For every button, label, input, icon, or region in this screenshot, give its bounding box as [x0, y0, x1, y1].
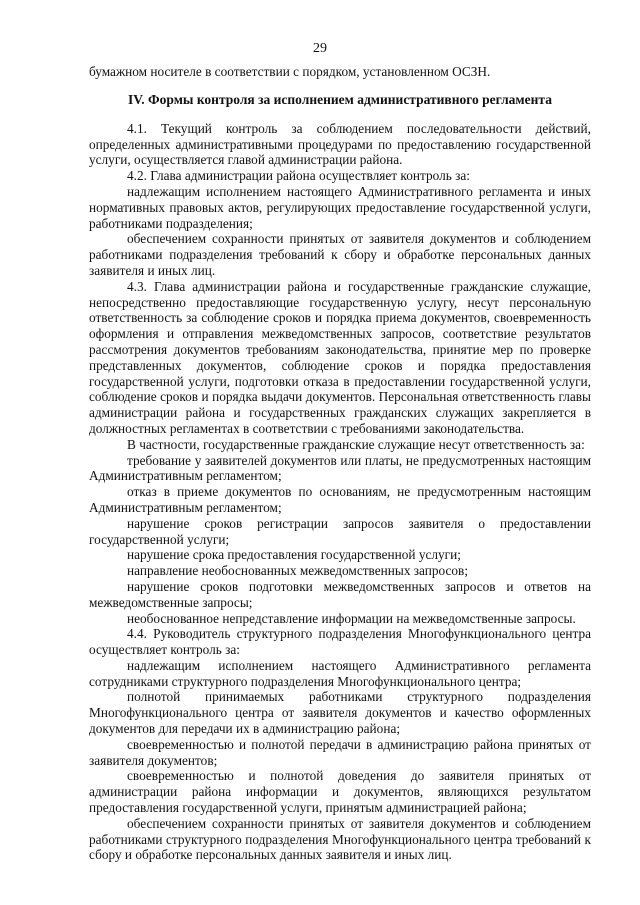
- paragraph: нарушение сроков регистрации запросов заявителя о предоставлении государственной услуги;: [89, 515, 591, 547]
- paragraph: 4.3. Глава администрации района и государственные гражданские служащие, непосредственно предоставляющие государственную услугу, несут персональную ответственность за соблюдение сроков и порядка приема документов, своевременность оформления и отправления межведомственных запросов, соответствие результатов рассмотрения документов требованиям законодательства, принятие мер по проверке представленных документов, соблюдение сроков и порядка предоставления государственной услуги, подготовки отказа в предоставлении государственной услуги, соблюдение сроков и порядка выдачи документов. Персональная ответственность главы администрации района и государственных гражданских служащих закрепляется в должностных регламентах в соответствии с требованиями законодательства.: [89, 278, 591, 436]
- paragraph: полнотой принимаемых работниками структурного подразделения Многофункционального центра от заявителя документов и качество оформленных документов для передачи их в администрацию района;: [89, 689, 591, 737]
- paragraph: 4.4. Руководитель структурного подразделения Многофункционального центра осуществляет контроль за:: [89, 626, 591, 658]
- page-number: 29: [313, 41, 327, 56]
- page-content: [89, 64, 591, 863]
- paragraph: своевременностью и полнотой передачи в администрацию района принятых от заявителя документов;: [89, 736, 591, 768]
- section-title: IV. Формы контроля за исполнением административного регламента: [128, 91, 552, 107]
- paragraph: 4.2. Глава администрации района осуществляет контроль за:: [127, 168, 470, 184]
- paragraph: требование у заявителей документов или платы, не предусмотренных настоящим Административным регламентом;: [89, 452, 591, 484]
- paragraph: надлежащим исполнением настоящего Административного регламента и иных нормативных правовых актов, регулирующих предоставление государственной услуги, работниками подразделения;: [89, 183, 591, 231]
- paragraph: необоснованное непредставление информации на межведомственные запросы.: [127, 610, 576, 626]
- paragraph: отказ в приеме документов по основаниям, не предусмотренным настоящим Административным регламентом;: [89, 484, 591, 515]
- paragraph: своевременностью и полнотой доведения до заявителя принятых от администрации района информации и документов, являющихся результатом предоставления государственной услуги, принятым администрацией района;: [89, 768, 591, 816]
- paragraph: нарушение сроков подготовки межведомственных запросов и ответов на межведомственные запросы;: [89, 578, 591, 610]
- paragraph: обеспечением сохранности принятых от заявителя документов и соблюдением работниками подразделения требований к сбору и обработке персональных данных заявителя и иных лиц.: [89, 231, 591, 278]
- paragraph: 4.1. Текущий контроль за соблюдением последовательности действий, определенных административными процедурами по предоставлению государственной услуги, осуществляется главой администрации района.: [89, 120, 591, 168]
- paragraph: надлежащим исполнением настоящего Административного регламента сотрудниками структурного подразделения Многофункционального центра;: [89, 657, 591, 689]
- paragraph: направление необоснованных межведомственных запросов;: [127, 563, 469, 579]
- paragraph: В частности, государственные гражданские служащие несут ответственность за:: [127, 436, 585, 452]
- paragraph: обеспечением сохранности принятых от заявителя документов и соблюдением работниками структурного подразделения Многофункционального центра требований к сбору и обработке персональных данных заявителя и иных лиц.: [89, 815, 591, 863]
- lead-line: бумажном носителе в соответствии с порядком, установленном ОСЗН.: [89, 64, 491, 79]
- paragraph: нарушение срока предоставления государственной услуги;: [127, 547, 461, 563]
